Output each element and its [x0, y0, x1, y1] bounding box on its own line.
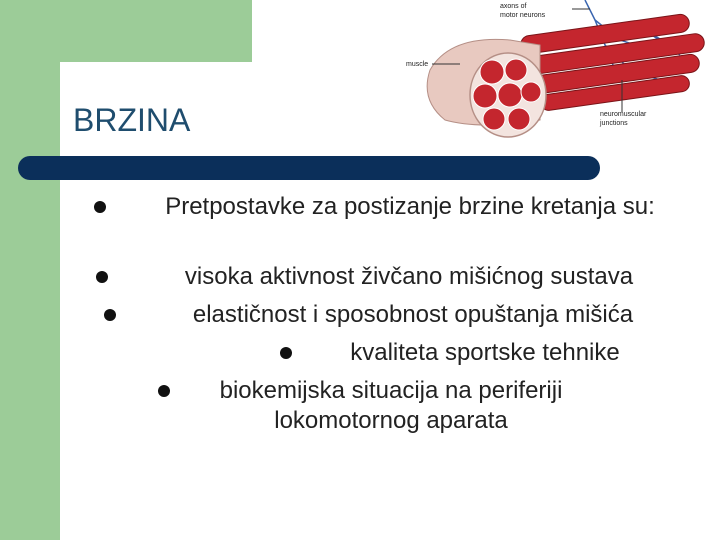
bullet-dot — [94, 201, 106, 213]
axons-label-line1: axons of — [500, 3, 527, 10]
muscle-label: muscle — [406, 61, 429, 68]
bullet-list — [80, 192, 700, 434]
bullet-dot — [280, 347, 292, 359]
muscle-illustration — [390, 0, 720, 150]
left-decor-band — [0, 0, 60, 540]
bullet-item — [80, 338, 700, 376]
bullet-item — [80, 192, 700, 262]
bullet-dot — [96, 271, 108, 283]
axons-label-line2: motor neurons — [500, 12, 546, 19]
title-divider-bar — [18, 156, 600, 180]
bullet-text: biokemijska situacija na periferiji lokomotornog aparata — [219, 377, 563, 434]
bullet-text: Pretpostavke za postizanje brzine kretanja su: — [165, 193, 655, 220]
bullet-text: kvaliteta sportske tehnike — [350, 339, 620, 366]
bullet-dot — [104, 309, 116, 321]
bullet-item — [80, 262, 700, 300]
junctions-label-line2: junctions — [600, 120, 628, 127]
top-decor-band — [0, 0, 252, 62]
bullet-item — [80, 300, 700, 338]
bullet-dot — [158, 385, 170, 397]
bullet-text: elastičnost i sposobnost opuštanja mišića — [192, 301, 634, 328]
bullet-text: visoka aktivnost živčano mišićnog sustava — [184, 263, 634, 290]
slide-title: BRZINA — [73, 102, 191, 138]
junctions-label-line1: neuromuscular — [600, 111, 647, 118]
